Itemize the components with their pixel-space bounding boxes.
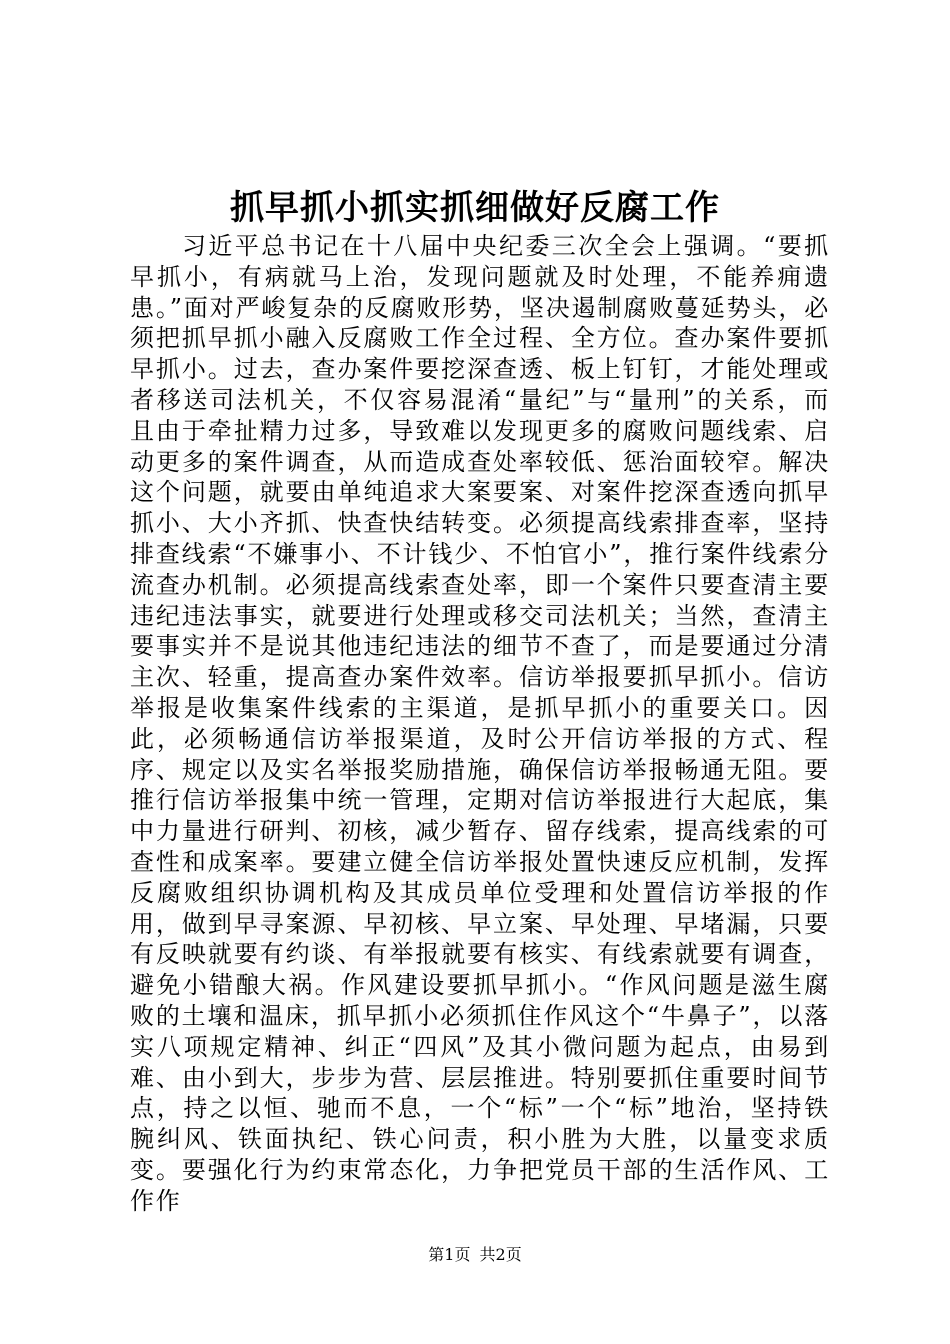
- document-title: 抓早抓小抓实抓细做好反腐工作: [230, 188, 720, 228]
- page-footer: [0, 1244, 950, 1266]
- document-body-paragraph: 习近平总书记在十八届中央纪委三次全会上强调。“要抓早抓小，有病就马上治，发现问题就及时处理，不能养痈遗患。”面对严峻复杂的反腐败形势，坚决遏制腐败蔓延势头，必须把抓早抓小融入反腐败工作全过程、全方位。查办案件要抓早抓小。过去，查办案件要挖深查透、板上钉钉，才能处理或者移送司法机关，不仅容易混淆“量纪”与“量刑”的关系，而且由于牵扯精力过多，导致难以发现更多的腐败问题线索、启动更多的案件调查，从而造成查处率较低、惩治面较窄。解决这个问题，就要由单纯追求大案要案、对案件挖深查透向抓早抓小、大小齐抓、快查快结转变。必须提高线索排查率，坚持排查线索“不嫌事小、不计钱少、不怕官小”，推行案件线索分流查办机制。必须提高线索查处率，即一个案件只要查清主要违纪违法事实，就要进行处理或移交司法机关；当然，查清主要事实并不是说其他违纪违法的细节不查了，而是要通过分清主次、轻重，提高查办案件效率。信访举报要抓早抓小。信访举报是收集案件线索的主渠道，是抓早抓小的重要关口。因此，必须畅通信访举报渠道，及时公开信访举报的方式、程序、规定以及实名举报奖励措施，确保信访举报畅通无阻。要推行信访举报集中统一管理，定期对信访举报进行大起底，集中力量进行研判、初核，减少暂存、留存线索，提高线索的可查性和成案率。要建立健全信访举报处置快速反应机制，发挥反腐败组织协调机构及其成员单位受理和处置信访举报的作用，做到早寻案源、早初核、早立案、早处理、早堵漏，只要有反映就要有约谈、有举报就要有核实、有线索就要有调查，避免小错酿大祸。作风建设要抓早抓小。“作风问题是滋生腐败的土壤和温床，抓早抓小必须抓住作风这个“牛鼻子”，以落实八项规定精神、纠正“四风”及其小微问题为起点，由易到难、由小到大，步步为营、层层推进。特别要抓住重要时间节点，持之以恒、驰而不息，一个“标”一个“标”地治，坚持铁腕纠风、铁面执纪、铁心问责，积小胜为大胜，以量变求质变。要强化行为约束常态化，力争把党员干部的生活作风、工作作: [130, 232, 830, 1215]
- page-total: 共2页: [479, 1245, 522, 1264]
- page-number: 第1页: [428, 1245, 471, 1264]
